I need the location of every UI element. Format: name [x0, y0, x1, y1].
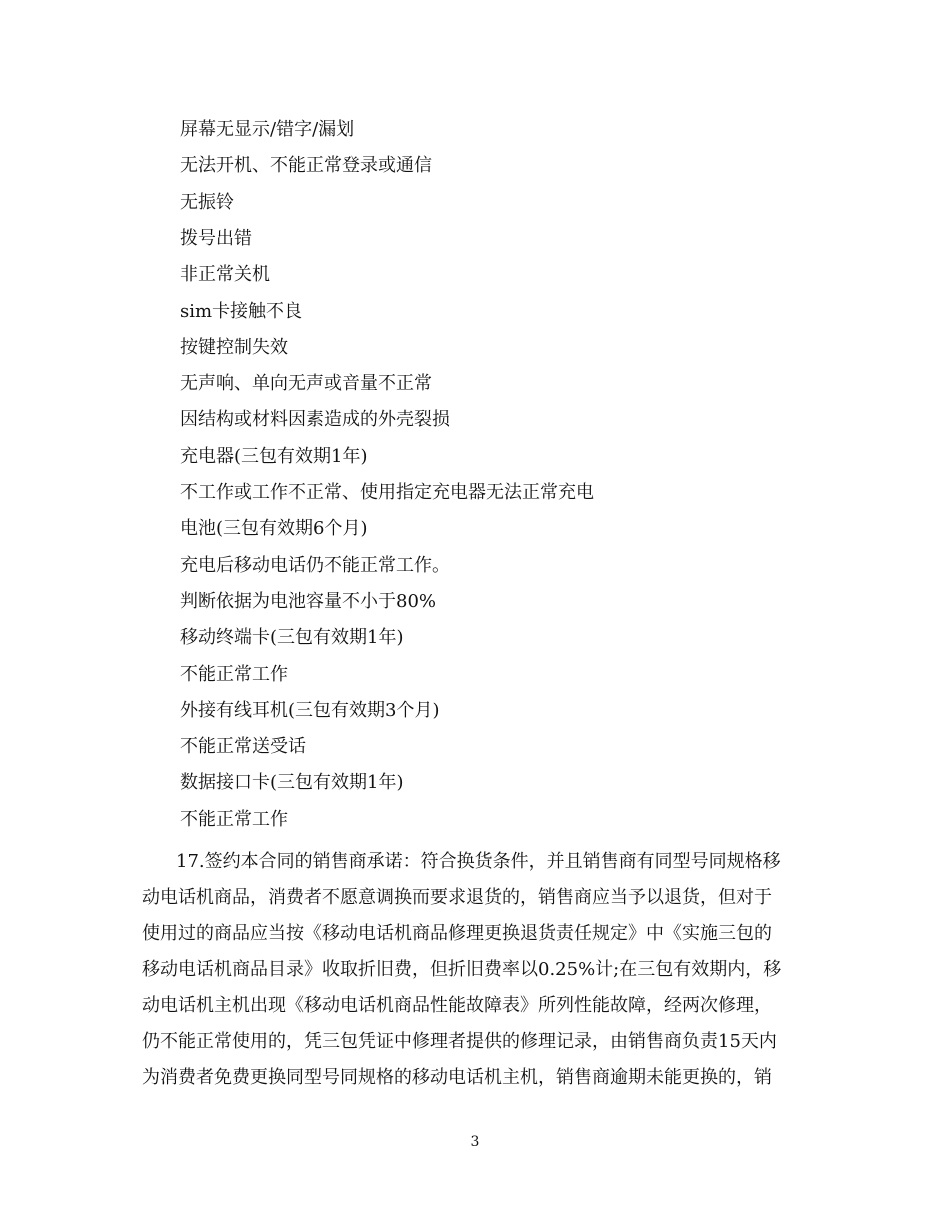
- list-item: 充电器(三包有效期1年): [180, 445, 368, 467]
- list-item: 按键控制失效: [180, 336, 288, 358]
- list-item: 判断依据为电池容量不小于80%: [180, 590, 437, 612]
- list-item: 不工作或工作不正常、使用指定充电器无法正常充电: [180, 482, 594, 503]
- list-item: 无振铃: [180, 191, 234, 213]
- paragraph-line: 使用过的商品应当按《移动电话机商品修理更换退货责任规定》中《实施三包的: [142, 923, 772, 944]
- list-item: 不能正常工作: [180, 808, 288, 830]
- list-item: 不能正常送受话: [180, 736, 306, 758]
- list-item: 充电后移动电话仍不能正常工作。: [180, 554, 450, 576]
- list-item: 移动终端卡(三包有效期1年): [180, 627, 404, 649]
- list-item: 电池(三包有效期6个月): [180, 518, 368, 540]
- list-item: 不能正常工作: [180, 663, 288, 685]
- paragraph-line: 为消费者免费更换同型号同规格的移动电话机主机，销售商逾期未能更换的，销: [142, 1067, 772, 1088]
- paragraph-line: 17.签约本合同的销售商承诺：符合换货条件，并且销售商有同型号同规格移: [176, 851, 781, 872]
- list-item: 无法开机、不能正常登录或通信: [180, 155, 432, 177]
- list-item: 非正常关机: [180, 264, 270, 286]
- list-item: 外接有线耳机(三包有效期3个月): [180, 699, 440, 721]
- paragraph-line: 移动电话机商品目录》收取折旧费，但折旧费率以0.25%计;在三包有效期内，移: [142, 959, 782, 980]
- list-item: sim卡接触不良: [180, 300, 303, 322]
- list-item: 数据接口卡(三包有效期1年): [180, 772, 404, 794]
- list-item: 拨号出错: [180, 227, 252, 249]
- list-item: 屏幕无显示/错字/漏划: [180, 119, 355, 140]
- page-number: 3: [470, 1134, 480, 1150]
- paragraph-line: 动电话机主机出现《移动电话机商品性能故障表》所列性能故障，经两次修理，: [142, 995, 772, 1016]
- list-item: 因结构或材料因素造成的外壳裂损: [180, 409, 450, 431]
- clause-17-paragraph: [142, 844, 806, 1096]
- paragraph-line: 动电话机商品，消费者不愿意调换而要求退货的，销售商应当予以退货，但对于: [142, 887, 772, 908]
- list-item: 无声响、单向无声或音量不正常: [180, 373, 432, 395]
- paragraph-line: 仍不能正常使用的，凭三包凭证中修理者提供的修理记录，由销售商负责15天内: [142, 1031, 777, 1052]
